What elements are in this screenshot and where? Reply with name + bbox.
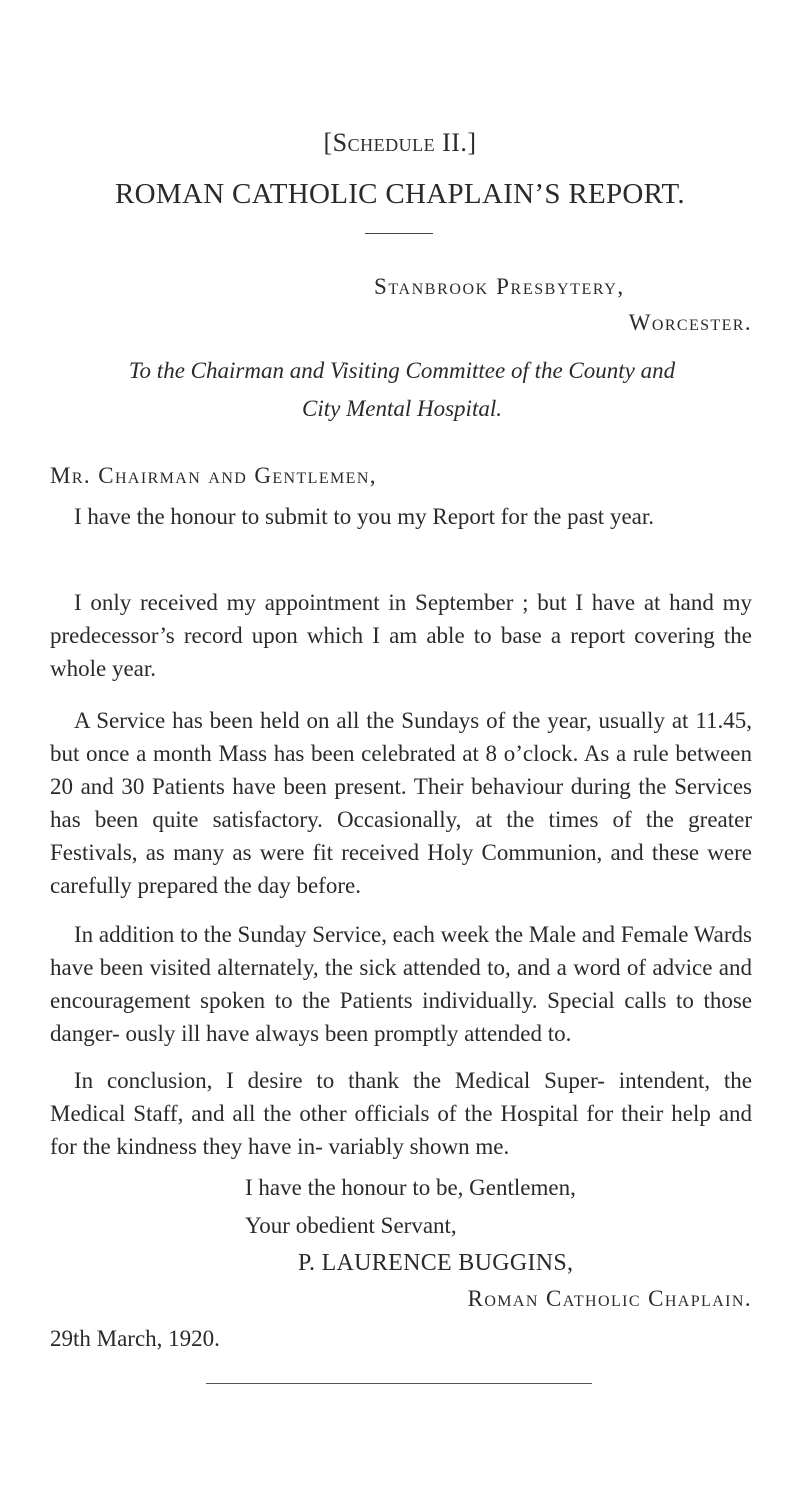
report-title: ROMAN CATHOLIC CHAPLAIN’S REPORT. bbox=[115, 178, 685, 210]
schedule-heading bbox=[0, 128, 800, 158]
paragraph-5: In conclusion, I desire to thank the Medical Super- intendent, the Medical Staff, and all the other officials of the Hospital for their help and for the kindness they have in- variably shown me. bbox=[50, 1068, 752, 1159]
signature-title: Roman Catholic Chaplain. bbox=[467, 1286, 752, 1311]
schedule-number: II.] bbox=[442, 128, 477, 157]
schedule-word: Schedule bbox=[332, 128, 436, 157]
recipient-line-1: To the Chairman and Visiting Committee of the County and bbox=[128, 358, 676, 383]
closing-line-1: I have the honour to be, Gentlemen, bbox=[245, 1175, 576, 1200]
paragraph-3: A Service has been held on all the Sundays of the year, usually at 11.45, but once a month Mass has been celebrated at 8 o’clock. As a rule between 20 and 30 Patients have been present. Their behaviour during the Services has been quite satisfactory. Occasionally, at the times of the greater Festivals, as many as were fit received Holy Communion, and these were carefully prepared the day before. bbox=[50, 708, 752, 898]
address-line-1: Stanbrook Presbytery, bbox=[374, 274, 625, 299]
salutation: Mr. Chairman and Gentlemen, bbox=[50, 463, 377, 488]
schedule-open-bracket: [ bbox=[323, 128, 333, 157]
paragraph-1: I have the honour to submit to you my Report for the past year. bbox=[74, 504, 654, 529]
title-divider bbox=[365, 233, 433, 234]
report-date: 29th March, 1920. bbox=[50, 1326, 220, 1351]
bottom-divider bbox=[206, 1383, 592, 1384]
closing-line-2: Your obedient Servant, bbox=[245, 1213, 457, 1238]
recipient-line-2: City Mental Hospital. bbox=[302, 396, 502, 421]
address-line-2: Worcester. bbox=[628, 310, 752, 335]
signature-name: P. LAURENCE BUGGINS, bbox=[298, 1250, 574, 1276]
paragraph-4: In addition to the Sunday Service, each week the Male and Female Wards have been visited alternately, the sick attended to, and a word of advice and encouragement spoken to the Patients individually. Special calls to those danger- ously ill have always been promptly attended to. bbox=[50, 922, 752, 1046]
paragraph-2: I only received my appointment in September ; but I have at hand my predecessor’s record upon which I am able to base a report covering the whole year. bbox=[50, 590, 752, 681]
